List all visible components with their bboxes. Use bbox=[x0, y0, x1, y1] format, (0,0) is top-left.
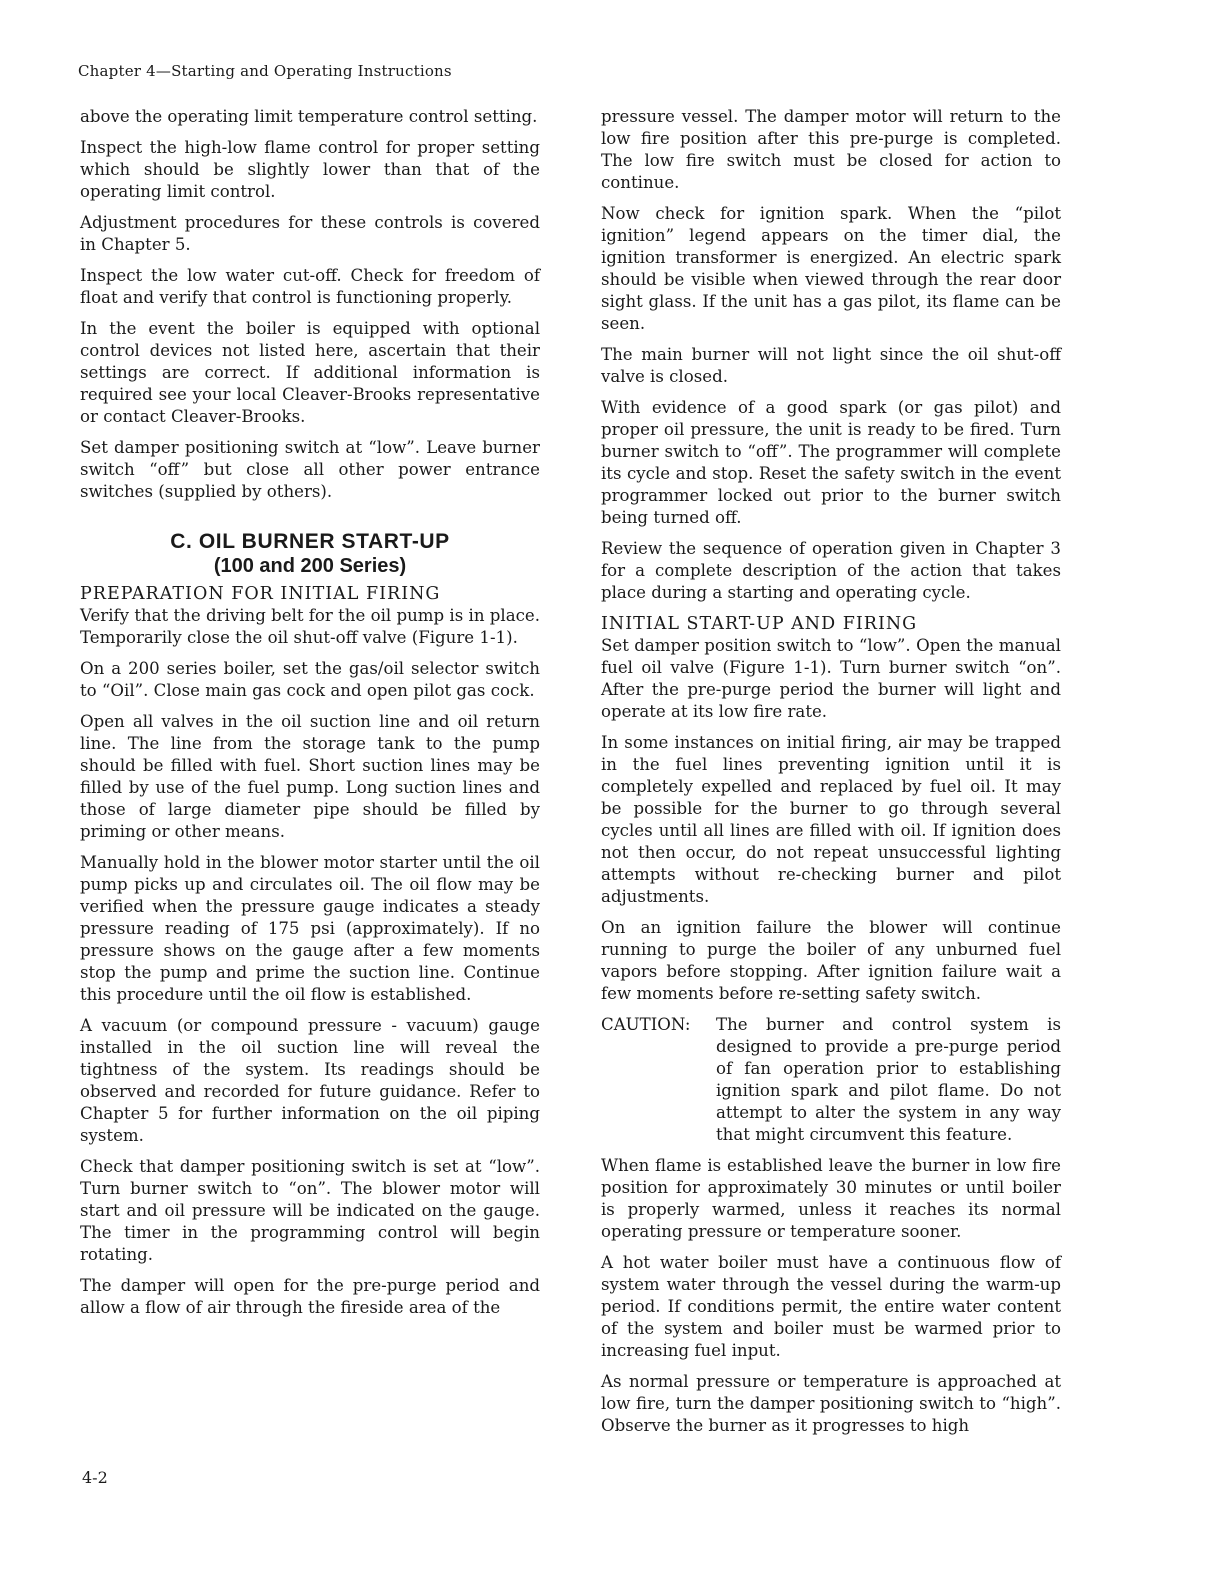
paragraph: Review the sequence of operation given in Chapter 3 for a complete description of the action that takes place during a starting and operating cycle. bbox=[601, 539, 1061, 602]
paragraph: Set damper position switch to “low”. Open the manual fuel oil valve (Figure 1-1). Turn burner switch “on”. After the pre-purge period the burner will light and operate at its low fire rate. bbox=[601, 636, 1061, 721]
paragraph: Adjustment procedures for these controls is covered in Chapter 5. bbox=[80, 213, 540, 254]
paragraph: Open all valves in the oil suction line and oil return line. The line from the storage tank to the pump should be filled with fuel. Short suction lines may be filled by use of the fuel pump. Long suction lines and those of large diameter pipe should be filled by priming or other means. bbox=[80, 712, 540, 841]
paragraph: Inspect the low water cut-off. Check for freedom of float and verify that control is functioning properly. bbox=[80, 266, 540, 307]
paragraph: In the event the boiler is equipped with optional control devices not listed here, ascertain that their settings are correct. If additional information is required see your local Cleaver-Brooks representative or contact Cleaver-Brooks. bbox=[80, 319, 540, 426]
chapter-header: Chapter 4—Starting and Operating Instructions bbox=[78, 62, 452, 80]
caution-label: CAUTION: bbox=[601, 1015, 691, 1034]
paragraph: A hot water boiler must have a continuous flow of system water through the vessel during the warm-up period. If conditions permit, the entire water content of the system and boiler must be warmed prior to increasing fuel input. bbox=[601, 1253, 1061, 1360]
paragraph: In some instances on initial firing, air may be trapped in the fuel lines preventing ignition until it is completely expelled and replaced by fuel oil. It may be possible for the burner to go through several cycles until all lines are filled with oil. If ignition does not then occur, do not repeat unsuccessful lighting attempts without re-checking burner and pilot adjustments. bbox=[601, 733, 1061, 906]
subheading: PREPARATION FOR INITIAL FIRING bbox=[80, 584, 441, 604]
left-column bbox=[80, 106, 540, 1328]
right-column bbox=[601, 106, 1061, 1446]
paragraph: Inspect the high-low flame control for proper setting which should be slightly lower than that of the operating limit control. bbox=[80, 138, 540, 201]
paragraph: Manually hold in the blower motor starter until the oil pump picks up and circulates oil. The oil flow may be verified when the pressure gauge indicates a steady pressure reading of 175 psi (approximately). If no pressure shows on the gauge after a few moments stop the pump and prime the suction line. Continue this procedure until the oil flow is established. bbox=[80, 853, 540, 1004]
paragraph: With evidence of a good spark (or gas pilot) and proper oil pressure, the unit is ready to be fired. Turn burner switch to “off”. The programmer will complete its cycle and stop. Reset the safety switch in the event programmer locked out prior to the burner switch being turned off. bbox=[601, 398, 1061, 527]
paragraph: Verify that the driving belt for the oil pump is in place. Temporarily close the oil shut-off valve (Figure 1-1). bbox=[80, 606, 540, 647]
caution-text: The burner and control system is designed to provide a pre-purge period of fan operation prior to establishing ignition spark and pilot flame. Do not attempt to alter the system in any way that might circumvent this feature. bbox=[716, 1015, 1061, 1144]
paragraph: Set damper positioning switch at “low”. Leave burner switch “off” but close all other power entrance switches (supplied by others). bbox=[80, 438, 540, 501]
caution-note bbox=[601, 1014, 1061, 1146]
paragraph: When flame is established leave the burner in low fire position for approximately 30 minutes or until boiler is properly warmed, unless it reaches its normal operating pressure or temperature sooner. bbox=[601, 1156, 1061, 1241]
paragraph: Now check for ignition spark. When the “pilot ignition” legend appears on the timer dial, the ignition transformer is energized. An electric spark should be visible when viewed through the rear door sight glass. If the unit has a gas pilot, its flame can be seen. bbox=[601, 204, 1061, 333]
page-number: 4-2 bbox=[82, 1468, 108, 1487]
paragraph: Check that damper positioning switch is set at “low”. Turn burner switch to “on”. The blower motor will start and oil pressure will be indicated on the gauge. The timer in the programming control will begin rotating. bbox=[80, 1157, 540, 1264]
paragraph: above the operating limit temperature control setting. bbox=[80, 107, 538, 126]
paragraph: pressure vessel. The damper motor will return to the low fire position after this pre-purge is completed. The low fire switch must be closed for action to continue. bbox=[601, 107, 1061, 192]
paragraph: On a 200 series boiler, set the gas/oil selector switch to “Oil”. Close main gas cock and open pilot gas cock. bbox=[80, 659, 540, 700]
subheading: INITIAL START-UP AND FIRING bbox=[601, 614, 918, 634]
section-title: C. OIL BURNER START-UP bbox=[170, 530, 450, 553]
paragraph: As normal pressure or temperature is approached at low fire, turn the damper positioning switch to “high”. Observe the burner as it progresses to high bbox=[601, 1372, 1061, 1435]
paragraph: On an ignition failure the blower will continue running to purge the boiler of any unburned fuel vapors before stopping. After ignition failure wait a few moments before re-setting safety switch. bbox=[601, 918, 1061, 1003]
paragraph: The main burner will not light since the oil shut-off valve is closed. bbox=[601, 345, 1061, 386]
paragraph: The damper will open for the pre-purge period and allow a flow of air through the fireside area of the bbox=[80, 1276, 540, 1317]
paragraph: A vacuum (or compound pressure - vacuum) gauge installed in the oil suction line will reveal the tightness of the system. Its readings should be observed and recorded for future guidance. Refer to Chapter 5 for further information on the oil piping system. bbox=[80, 1016, 540, 1145]
section-subtitle: (100 and 200 Series) bbox=[213, 555, 407, 577]
